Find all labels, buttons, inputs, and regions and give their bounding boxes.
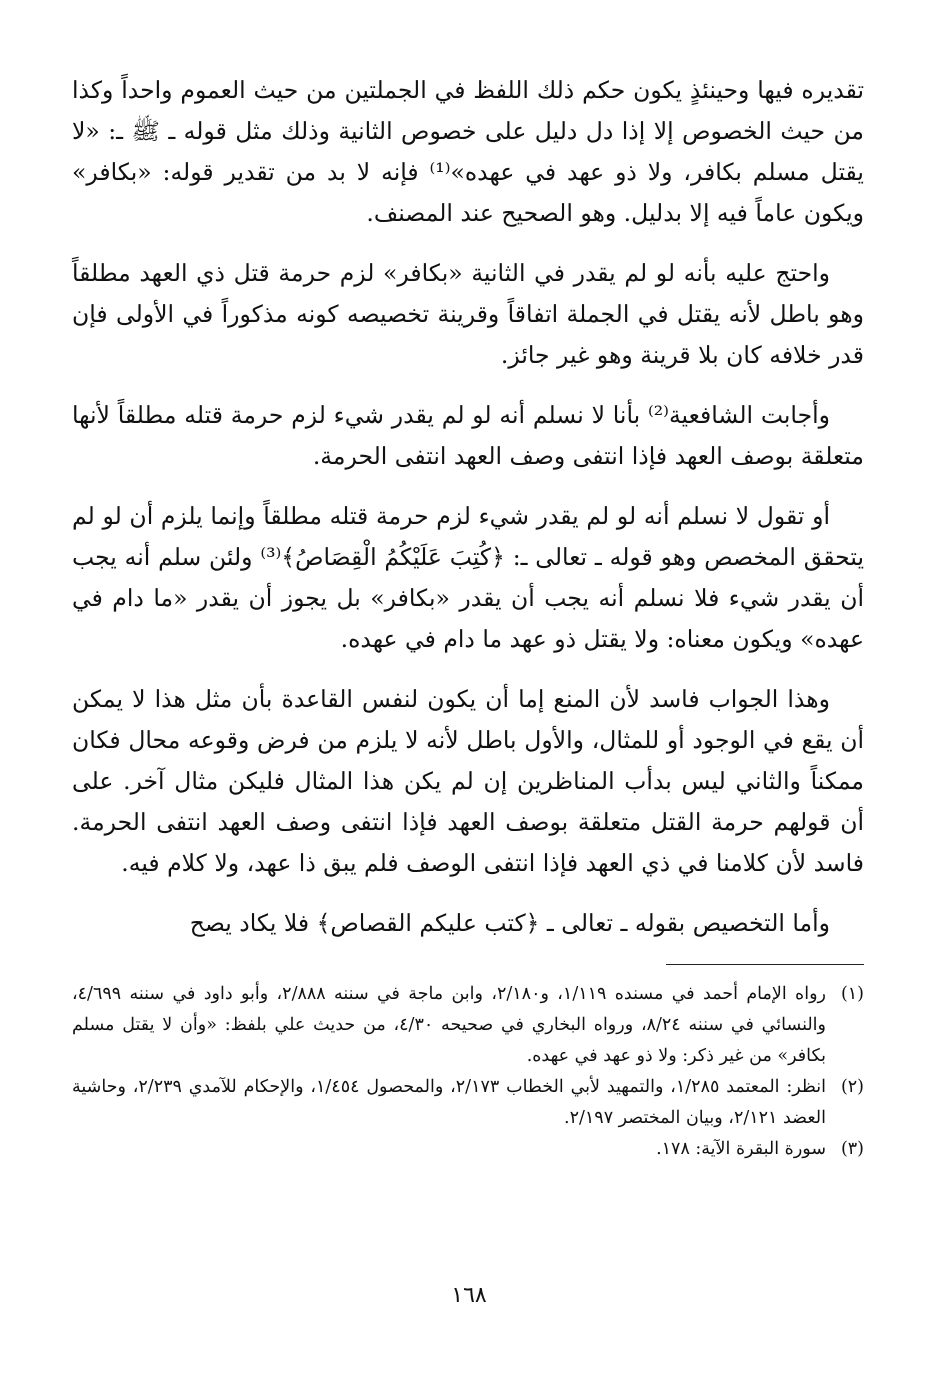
paragraph: وهذا الجواب فاسد لأن المنع إما أن يكون لنفس القاعدة بأن مثل هذا لا يمكن أن يقع في الوجود أو للمثال، والأول باطل لأنه لا يلزم من فرض وقوعه محال فكان ممكناً والثاني ليس بدأب المناظرين إن لم يكن هذا المثال فليكن مثال آخر. على أن قولهم حرمة القتل متعلقة بوصف العهد فإذا انتفى وصف العهد انتفى الحرمة. فاسد لأن كلامنا في ذي العهد فإذا انتفى الوصف فلم يبق ذا عهد، ولا كلام فيه. bbox=[72, 685, 864, 877]
paragraph: واحتج عليه بأنه لو لم يقدر في الثانية «بكافر» لزم حرمة قتل ذي العهد مطلقاً وهو باطل لأنه يقتل في الجملة اتفاقاً وقرينة تخصيصه كونه مذكوراً في الأولى فإن قدر خلافه كان بلا قرينة وهو غير جائز. bbox=[72, 259, 864, 369]
footnote-number: (٣) bbox=[840, 1139, 864, 1159]
footnote-text: انظر: المعتمد ١/٢٨٥، والتمهيد لأبي الخطاب ٢/١٧٣، والمحصول ١/٤٥٤، والإحكام للآمدي ٢/٢٣٩، وحاشية العضد ٢/١٢١، وبيان المختصر ٢/١٩٧. bbox=[72, 1077, 827, 1128]
paragraph: تقديره فيها وحينئذٍ يكون حكم ذلك اللفظ في الجملتين من حيث العموم واحداً وكذا من حيث الخصوص إلا إذا دل دليل على خصوص الثانية وذلك مثل قوله ـ ﷺ ـ: «لا يقتل مسلم بكافر، ولا ذو عهد في عهده»⁽¹⁾ فإنه لا بد من تقدير قوله: «بكافر» ويكون عاماً فيه إلا بدليل. وهو الصحيح عند المصنف. bbox=[72, 76, 864, 227]
footnote bbox=[72, 1134, 864, 1165]
page-number: ١٦٨ bbox=[451, 1283, 487, 1308]
footnote-number: (٢) bbox=[840, 1077, 864, 1097]
footnote-separator bbox=[666, 964, 864, 965]
footnote-text: سورة البقرة الآية: ١٧٨. bbox=[656, 1139, 826, 1159]
page-body bbox=[72, 70, 864, 1165]
footnote bbox=[72, 979, 864, 1072]
footnotes bbox=[72, 979, 864, 1165]
paragraph: وأجابت الشافعية⁽²⁾ بأنا لا نسلم أنه لو لم يقدر شيء لزم حرمة قتله مطلقاً لأنها متعلقة بوصف العهد فإذا انتفى وصف العهد انتفى الحرمة. bbox=[72, 401, 864, 470]
main-text bbox=[72, 70, 864, 944]
footnote-number: (١) bbox=[840, 984, 864, 1004]
paragraph: وأما التخصيص بقوله ـ تعالى ـ ﴿كتب عليكم القصاص﴾ فلا يكاد يصح bbox=[189, 909, 830, 937]
paragraph: أو تقول لا نسلم أنه لو لم يقدر شيء لزم حرمة قتله مطلقاً وإنما يلزم أن لو لم يتحقق المخصص وهو قوله ـ تعالى ـ: ﴿كُتِبَ عَلَيْكُمُ الْقِصَاصُ﴾⁽³⁾ ولئن سلم أنه يجب أن يقدر شيء فلا نسلم أنه يجب أن يقدر «بكافر» بل يجوز أن يقدر «ما دام في عهده» ويكون معناه: ولا يقتل ذو عهد ما دام في عهده. bbox=[72, 502, 864, 653]
footnote-text: رواه الإمام أحمد في مسنده ١/١١٩، و٢/١٨٠، وابن ماجة في سننه ٢/٨٨٨، وأبو داود في سننه ٤/٦٩٩، والنسائي في سننه ٨/٢٤، ورواه البخاري في صحيحه ٤/٣٠، من حديث علي بلفظ: «وأن لا يقتل مسلم بكافر» من غير ذكر: ولا ذو عهد في عهده. bbox=[72, 984, 826, 1066]
footnote bbox=[72, 1072, 864, 1134]
